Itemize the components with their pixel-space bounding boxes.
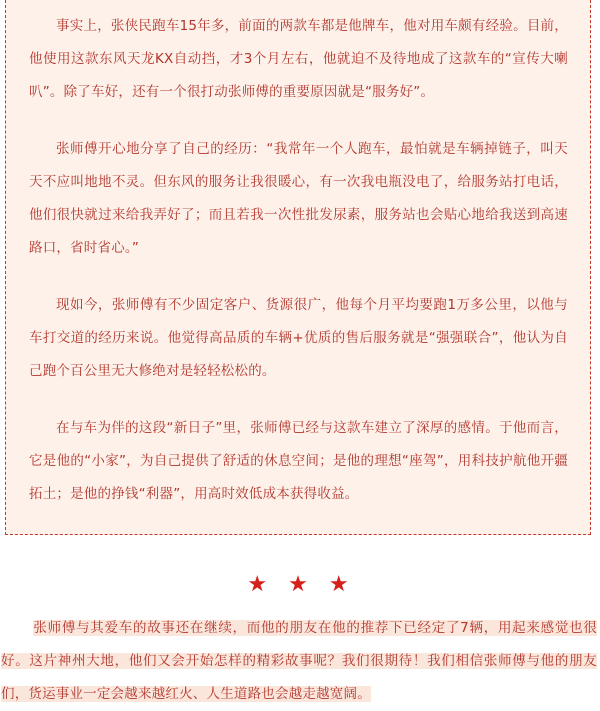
star-icon: ★: [328, 572, 353, 597]
closing-paragraph: [1, 612, 597, 711]
star-icon: ★: [288, 572, 312, 597]
star-divider: [0, 573, 600, 597]
article-paragraph-4: 在与车为伴的这段“新日子”里，张师傅已经与这款车建立了深厚的感情。于他而言，它是他的“小家”，为自己提供了舒适的休息空间；是他的理想“座驾”，用科技护航他开疆拓土；是他的挣钱“利器”，用高时效低成本获得收益。: [29, 420, 568, 502]
star-icon: ★: [247, 572, 272, 597]
article-paragraph-1: 事实上，张侠民跑车15年多，前面的两款车都是他牌车，他对用车颇有经验。目前，他使用这款东风天龙KX自动挡，才3个月左右，他就迫不及待地成了这款车的“宣传大喇叭”。除了车好，还有一个很打动张师傅的重要原因就是“服务好”。: [29, 18, 568, 100]
article-card: [5, 0, 591, 535]
article-paragraph-3: 现如今，张师傅有不少固定客户、货源很广，他每个月平均要跑1万多公里，以他与车打交道的经历来说。他觉得高品质的车辆+优质的售后服务就是“强强联合”，他认为自己跑个百公里无大修绝对是轻轻松松的。: [29, 297, 568, 379]
closing-text: 张师傅与其爱车的故事还在继续，而他的朋友在他的推荐下已经定了7辆，用起来感觉也很好。这片神州大地，他们又会开始怎样的精彩故事呢？我们很期待！我们相信张师傅与他的朋友们，货运事业一定会越来越红火、人生道路也会越走越宽阔。: [1, 619, 597, 702]
article-paragraph-2: 张师傅开心地分享了自己的经历：“我常年一个人跑车，最怕就是车辆掉链子，叫天天不应叫地地不灵。但东风的服务让我很暖心，有一次我电瓶没电了，给服务站打电话，他们很快就过来给我弄好了；而且若我一次性批发尿素，服务站也会贴心地给我送到高速路口，省时省心。”: [29, 141, 568, 256]
